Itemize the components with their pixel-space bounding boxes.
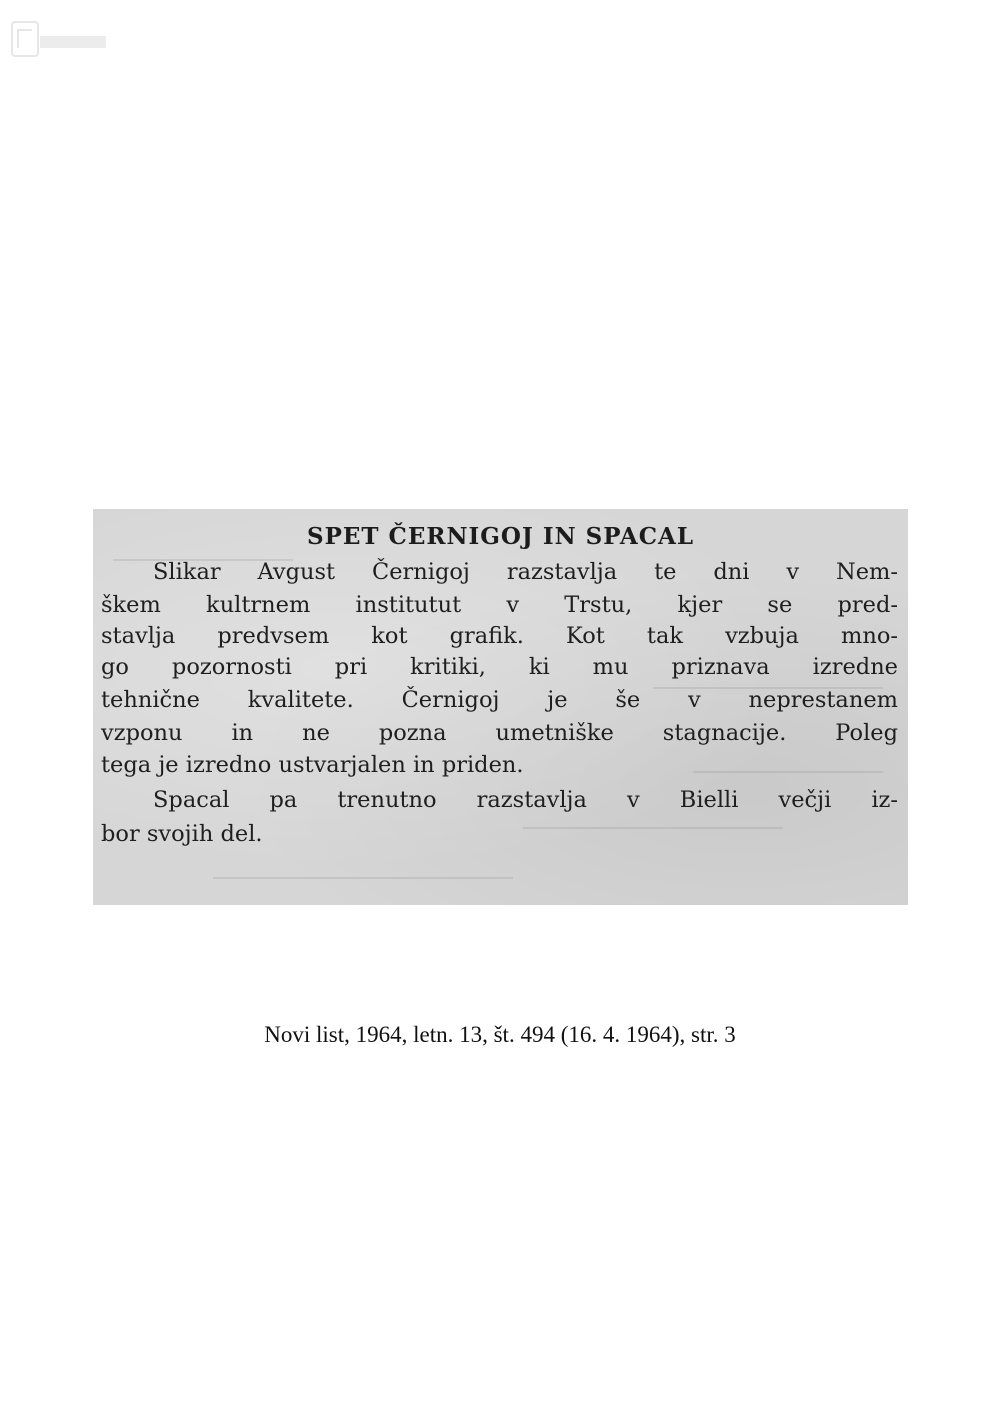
article-line: tega je izredno ustvarjalen in priden.	[101, 752, 524, 778]
article-line: Spacal pa trenutno razstavlja v Bielli večji iz-	[153, 787, 898, 813]
article-line: tehnične kvalitete. Černigoj je še v neprestanem	[101, 687, 898, 713]
article-line: vzponu in ne pozna umetniške stagnacije. Poleg	[101, 720, 898, 746]
newspaper-clipping	[93, 509, 908, 905]
publisher-logo-icon	[10, 18, 110, 62]
article-line: Slikar Avgust Černigoj razstavlja te dni v Nem-	[153, 559, 898, 585]
source-caption: Novi list, 1964, letn. 13, št. 494 (16. 4. 1964), str. 3	[264, 1022, 736, 1047]
article-line: škem kultrnem institutut v Trstu, kjer se pred-	[101, 592, 898, 618]
article-line: stavlja predvsem kot grafik. Kot tak vzbuja mno-	[101, 623, 898, 649]
article-headline: SPET ČERNIGOJ IN SPACAL	[306, 523, 695, 550]
article-line: bor svojih del.	[101, 821, 263, 847]
article-line: go pozornosti pri kritiki, ki mu priznava izredne	[101, 654, 898, 680]
